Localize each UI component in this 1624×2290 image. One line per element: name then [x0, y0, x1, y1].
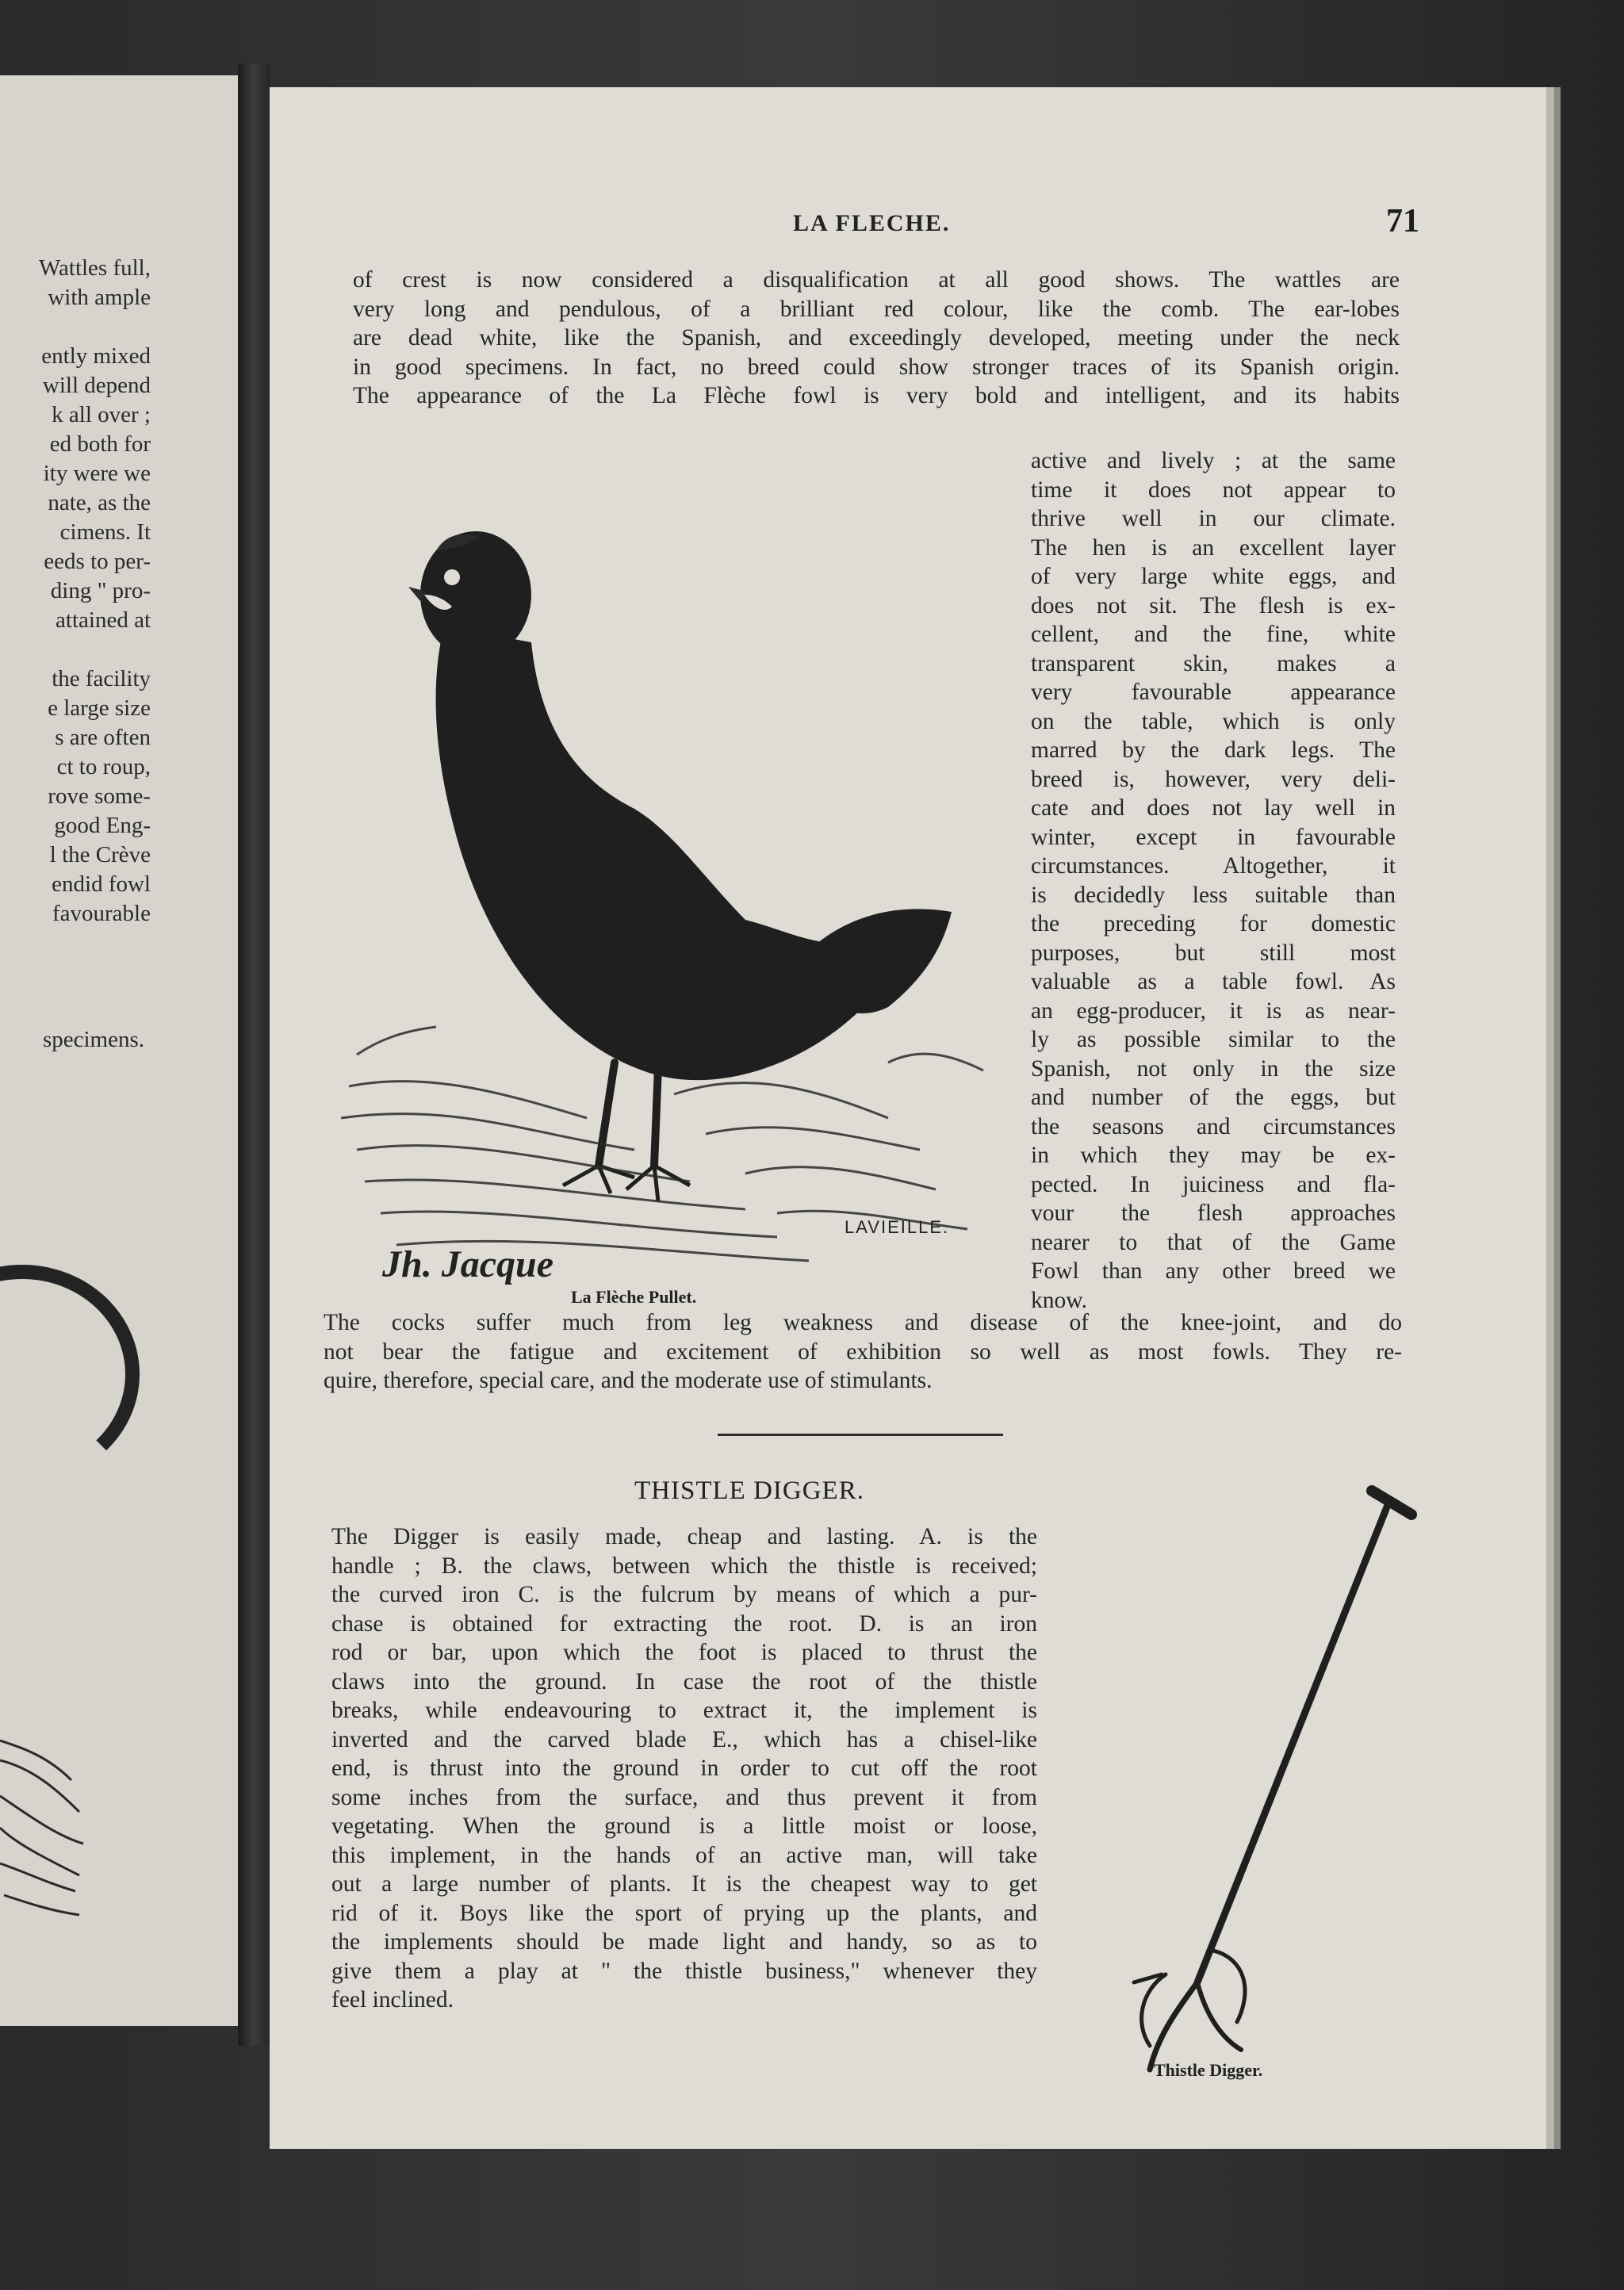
left-page-line: Wattles full, — [38, 255, 151, 281]
opening-paragraph — [353, 266, 1400, 411]
text-line: not bear the fatigue and excitement of exhibition so well as most fowls. They re- — [324, 1338, 1402, 1365]
text-line: The cocks suffer much from leg weakness and disease of the knee-joint, and do — [324, 1310, 1402, 1335]
text-line: Fowl than any other breed we — [1031, 1258, 1396, 1284]
text-line: the implements should be made light and handy, so as to — [331, 1929, 1037, 1955]
left-page-line: endid fowl — [52, 871, 151, 897]
text-line: very long and pendulous, of a brilliant red colour, like the comb. The ear-lobes — [353, 296, 1400, 322]
text-line: end, is thrust into the ground in order to cut off the root — [331, 1756, 1037, 1781]
text-line: this implement, in the hands of an active man, will take — [331, 1842, 1037, 1868]
left-page-line: rove some- — [48, 783, 151, 809]
left-page-line: ently mixed — [41, 343, 151, 369]
text-line: are dead white, like the Spanish, and exceedingly developed, meeting under the neck — [353, 325, 1400, 350]
text-line: give them a play at " the thistle business," whenever they — [331, 1958, 1037, 1984]
text-line: handle ; B. the claws, between which the thistle is received; — [331, 1553, 1037, 1579]
left-page-line: cimens. It — [59, 519, 151, 545]
left-page-illustration-fragment — [0, 1265, 140, 1484]
thistle-digger-caption: Thistle Digger. — [1154, 2060, 1263, 2080]
left-page-line: s are often — [55, 725, 151, 750]
text-line: thrive well in our climate. — [1031, 506, 1396, 531]
left-page-bottom-word: resence — [0, 2074, 73, 2099]
text-line: pected. In juiciness and fla- — [1031, 1171, 1396, 1197]
text-line: vour the flesh approaches — [1031, 1201, 1396, 1226]
thistle-digger-illustration — [1086, 1467, 1435, 2101]
left-page-line — [0, 312, 151, 342]
text-line: nearer to that of the Game — [1031, 1229, 1396, 1255]
text-line: an egg-producer, it is as near- — [1031, 998, 1396, 1024]
left-page-line: good Eng- — [54, 813, 151, 838]
left-page-line: the facility — [52, 666, 151, 691]
text-line: does not sit. The flesh is ex- — [1031, 592, 1396, 618]
cocks-paragraph — [324, 1308, 1402, 1396]
text-line: the seasons and circumstances — [1031, 1113, 1396, 1139]
text-line: cate and does not lay well in — [1031, 795, 1396, 821]
text-line: in which they may be ex- — [1031, 1143, 1396, 1168]
left-page-line: nate, as the — [48, 490, 151, 515]
text-line: The Digger is easily made, cheap and lasting. A. is the — [331, 1524, 1037, 1549]
left-page-line — [0, 635, 151, 664]
text-line: winter, except in favourable — [1031, 824, 1396, 850]
left-page-line: attained at — [56, 607, 151, 633]
text-line: very favourable appearance — [1031, 680, 1396, 705]
left-page-line: l the Crève — [49, 842, 151, 867]
text-line: breed is, however, very deli- — [1031, 766, 1396, 792]
la-fleche-pullet-illustration — [333, 436, 1007, 1308]
text-line: purposes, but still most — [1031, 940, 1396, 966]
text-line: quire, therefore, special care, and the moderate use of stimulants. — [324, 1368, 933, 1393]
running-head: LA FLECHE. — [793, 210, 951, 236]
text-line: The hen is an excellent layer — [1031, 534, 1396, 561]
text-line: vegetating. When the ground is a little moist or loose, — [331, 1813, 1037, 1839]
book-gutter — [238, 63, 270, 2046]
left-page-line: ed both for — [49, 431, 151, 457]
page-number: 71 — [1386, 203, 1419, 239]
left-page-line: k all over ; — [52, 402, 151, 427]
text-line: Spanish, not only in the size — [1031, 1055, 1396, 1082]
text-line: the preceding for domestic — [1031, 911, 1396, 936]
text-line: valuable as a table fowl. As — [1031, 969, 1396, 994]
text-line: chase is obtained for extracting the root. D. is an iron — [331, 1610, 1037, 1637]
text-line: is decidedly less suitable than — [1031, 882, 1396, 908]
text-line: in good specimens. In fact, no breed could show stronger traces of its Spanish origin. — [353, 354, 1400, 380]
text-line: claws into the ground. In case the root of the thistle — [331, 1668, 1037, 1695]
left-page-fragment — [0, 75, 243, 2099]
left-page-line: with ample — [48, 285, 151, 310]
left-page-line: eeds to per- — [44, 549, 151, 574]
text-line: The appearance of the La Flèche fowl is very bold and intelligent, and its habits — [353, 383, 1400, 408]
text-line: rod or bar, upon which the foot is placed to thrust the — [331, 1640, 1037, 1665]
text-line: inverted and the carved blade E., which has a chisel-like — [331, 1726, 1037, 1752]
left-page-line: will depend — [42, 373, 151, 398]
wrapped-paragraph — [1031, 446, 1396, 1315]
text-line: of crest is now considered a disqualification at all good shows. The wattles are — [353, 267, 1400, 293]
text-line: the curved iron C. is the fulcrum by means of which a pur- — [331, 1582, 1037, 1607]
left-page-line: e large size — [48, 695, 151, 721]
text-line: and number of the eggs, but — [1031, 1085, 1396, 1110]
book-page — [270, 87, 1546, 2149]
left-page-sketch-fragment — [0, 1725, 87, 1931]
text-line: marred by the dark legs. The — [1031, 737, 1396, 763]
text-line: rid of it. Boys like the sport of prying up the plants, and — [331, 1900, 1037, 1926]
left-page-text — [0, 254, 151, 929]
left-page-line: ding " pro- — [50, 578, 151, 603]
text-line: of very large white eggs, and — [1031, 564, 1396, 589]
text-line: breaks, while endeavouring to extract it, the implement is — [331, 1698, 1037, 1723]
left-page-line: ct to roup, — [56, 754, 151, 779]
text-line: some inches from the surface, and thus prevent it from — [331, 1784, 1037, 1810]
text-line: know. — [1031, 1287, 1088, 1313]
hen-caption: La Flèche Pullet. — [571, 1287, 697, 1307]
thistle-digger-paragraph — [331, 1522, 1037, 2015]
text-line: feel inclined. — [331, 1987, 454, 2012]
text-line: on the table, which is only — [1031, 708, 1396, 734]
text-line: time it does not appear to — [1031, 477, 1396, 503]
text-line: active and lively ; at the same — [1031, 448, 1396, 473]
hen-artist-signature: Jh. Jacque — [382, 1243, 553, 1285]
section-title: THISTLE DIGGER. — [634, 1476, 864, 1505]
text-line: cellent, and the fine, white — [1031, 622, 1396, 647]
left-page-line: favourable — [52, 901, 151, 926]
section-divider — [718, 1434, 1003, 1436]
text-line: out a large number of plants. It is the cheapest way to get — [331, 1871, 1037, 1897]
text-line: circumstances. Altogether, it — [1031, 853, 1396, 879]
hen-engraver-credit: LAVIEILLE. — [845, 1217, 950, 1237]
left-page-last-line: specimens. — [42, 1027, 144, 1052]
text-line: ly as possible similar to the — [1031, 1027, 1396, 1052]
text-line: transparent skin, makes a — [1031, 650, 1396, 676]
left-page-line: ity were we — [43, 461, 151, 486]
